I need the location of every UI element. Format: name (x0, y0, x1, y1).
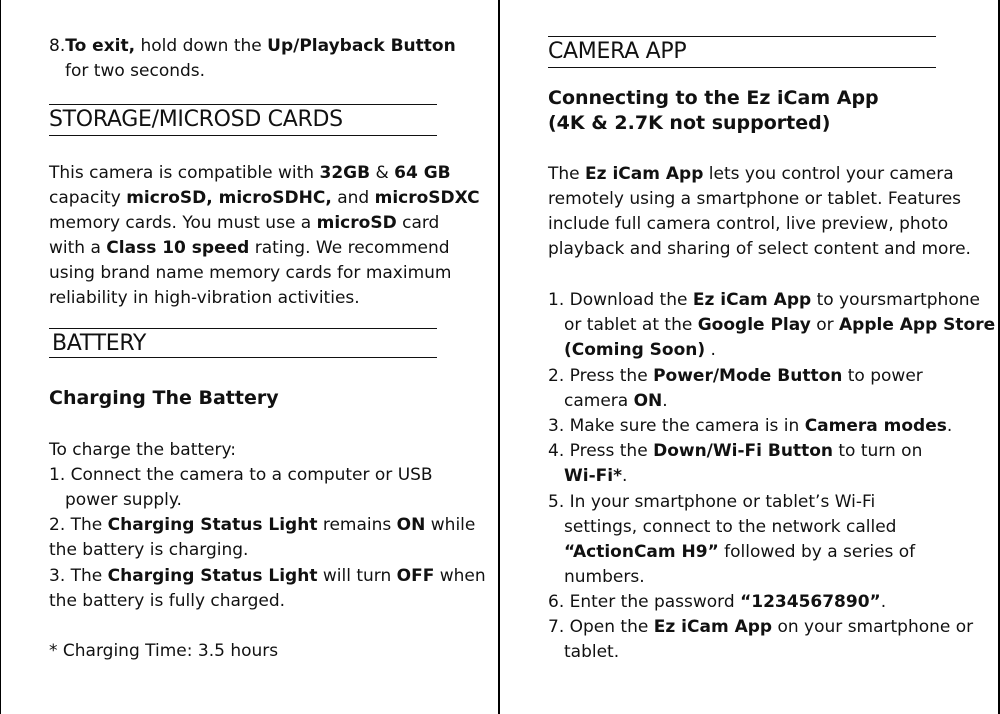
app-subheading-line1: Connecting to the Ez iCam App (548, 87, 879, 109)
app-step7-line1: 7. Open the Ez iCam App on your smartphone or (548, 617, 974, 637)
exit-step-line2: for two seconds. (65, 61, 206, 81)
storage-line2: capacity microSD, microSDHC, and microSDXC (49, 188, 480, 208)
left-edge (0, 0, 1, 714)
storage-line1: This camera is compatible with 32GB & 64 GB (49, 163, 451, 183)
app-step5-line2: settings, connect to the network called (564, 517, 897, 537)
app-intro-line4: playback and sharing of select content and more. (548, 239, 971, 259)
exit-step-line1: 8.To exit, hold down the Up/Playback Button (49, 36, 456, 56)
charge-intro: To charge the battery: (49, 440, 237, 460)
charging-time-note: * Charging Time: 3.5 hours (49, 641, 279, 661)
app-step1-line3: (Coming Soon) . (564, 340, 716, 360)
app-intro-line1: The Ez iCam App lets you control your camera (548, 164, 954, 184)
camera-app-heading: CAMERA APP (548, 36, 936, 68)
charge-step3-line1: 3. The Charging Status Light will turn OFF when (49, 566, 486, 586)
app-step1-line2: or tablet at the Google Play or Apple App Store (564, 315, 996, 335)
app-step1-line1: 1. Download the Ez iCam App to yoursmartphone (548, 290, 980, 310)
storage-heading: STORAGE/MICROSD CARDS (49, 104, 437, 136)
app-subheading-line2: (4K & 2.7K not supported) (548, 112, 831, 134)
storage-line6: reliability in high-vibration activities. (49, 288, 360, 308)
charge-step1-line1: 1. Connect the camera to a computer or USB (49, 465, 433, 485)
charge-step3-line2: the battery is fully charged. (49, 591, 286, 611)
app-intro-line2: remotely using a smartphone or tablet. Features (548, 189, 962, 209)
center-divider (498, 0, 500, 714)
charge-step2-line2: the battery is charging. (49, 540, 249, 560)
app-step3: 3. Make sure the camera is in Camera modes. (548, 416, 953, 436)
storage-line4: with a Class 10 speed rating. We recommend (49, 238, 450, 258)
storage-line3: memory cards. You must use a microSD card (49, 213, 440, 233)
app-step5-line4: numbers. (564, 567, 645, 587)
charge-step1-line2: power supply. (65, 490, 182, 510)
app-step4-line1: 4. Press the Down/Wi-Fi Button to turn on (548, 441, 923, 461)
app-intro-line3: include full camera control, live preview, photo (548, 214, 949, 234)
charging-subheading: Charging The Battery (49, 387, 279, 409)
app-step2-line2: camera ON. (564, 391, 668, 411)
app-step6: 6. Enter the password “1234567890”. (548, 592, 887, 612)
app-step4-line2: Wi-Fi*. (564, 466, 628, 486)
app-step2-line1: 2. Press the Power/Mode Button to power (548, 366, 923, 386)
storage-line5: using brand name memory cards for maximum (49, 263, 452, 283)
app-step5-line1: 5. In your smartphone or tablet’s Wi-Fi (548, 492, 876, 512)
app-step7-line2: tablet. (564, 642, 620, 662)
charge-step2-line1: 2. The Charging Status Light remains ON while (49, 515, 476, 535)
app-step5-line3: “ActionCam H9” followed by a series of (564, 542, 916, 562)
battery-heading: BATTERY (49, 328, 437, 358)
